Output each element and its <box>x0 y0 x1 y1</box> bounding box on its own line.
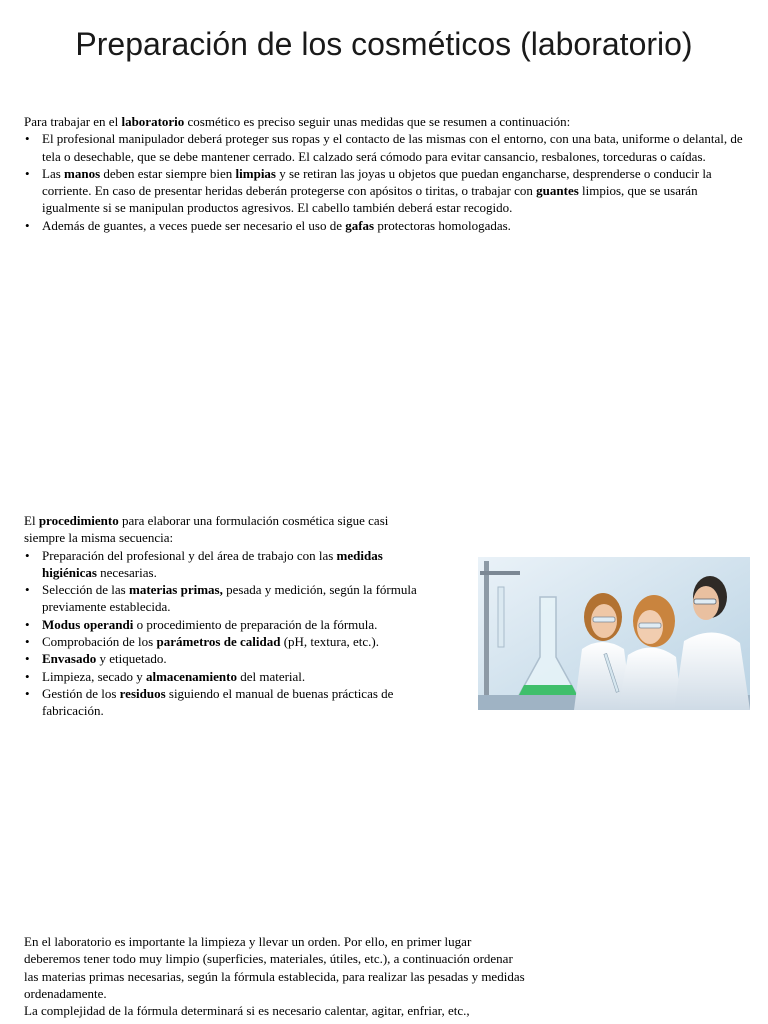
body-text: del material. <box>236 668 306 684</box>
list-item <box>24 685 424 720</box>
list-item <box>24 650 424 667</box>
emphasis-text: laboratorio <box>121 114 185 129</box>
body-text: Preparación del profesional y del área de trabajo con las <box>42 547 337 563</box>
cleaning-paragraph: La complejidad de la fórmula determinará si es necesario calentar, agitar, enfriar, etc., <box>24 1003 470 1019</box>
list-item <box>24 217 750 234</box>
cleaning-section <box>24 933 529 1019</box>
body-text: limpios, que se usarán igualmente si se manipulan productos agresivos. El cabello también deberá estar recogido. <box>42 183 698 216</box>
lab-intro <box>24 113 750 130</box>
emphasis-text: limpias <box>235 165 276 181</box>
body-text: Selección de las <box>42 582 129 598</box>
list-item <box>24 581 424 616</box>
body-text: (pH, textura, etc.). <box>280 634 379 650</box>
body-text: deben estar siempre bien <box>100 165 236 181</box>
emphasis-text: gafas <box>345 217 375 233</box>
emphasis-text: guantes <box>536 183 579 199</box>
body-text: o procedimiento de preparación de la fórmula. <box>133 616 378 632</box>
laboratory-scientists-photo <box>478 557 750 710</box>
emphasis-text: materias primas, <box>129 582 223 598</box>
list-item <box>24 165 750 217</box>
list-item <box>24 668 424 685</box>
page-title: Preparación de los cosméticos (laboratorio) <box>75 26 693 62</box>
body-text: cosmético es preciso seguir unas medidas que se resumen a continuación: <box>184 114 571 129</box>
body-text: protectoras homologadas. <box>374 217 511 233</box>
emphasis-text: residuos <box>119 685 166 701</box>
emphasis-text: Envasado <box>42 651 97 667</box>
procedure-intro <box>24 512 424 547</box>
lab-measures-list <box>24 130 750 234</box>
lab-measures-section <box>24 113 750 234</box>
procedure-list <box>24 547 424 720</box>
body-text: El <box>24 513 39 528</box>
list-item <box>24 130 750 165</box>
body-text: y se retiran las joyas u objetos que puedan engancharse, desprenderse o conducir la corriente. En caso de presentar heridas deberán protegerse con apósitos o tiritas, o trabajar con <box>42 165 712 199</box>
body-text: para elaborar una formulación cosmética sigue casi siempre la misma secuencia: <box>24 513 389 546</box>
list-item <box>24 616 424 633</box>
emphasis-text: manos <box>64 165 101 181</box>
body-text: necesarias. <box>96 564 157 580</box>
body-text: El profesional manipulador deberá proteger sus ropas y el contacto de las mismas con el entorno, con una bata, uniforme o delantal, de tela o desechable, que se debe mantener cerrado. El calzado será cómodo para evitar cansancio, resbalones, torceduras o caídas. <box>42 131 743 164</box>
body-text: Además de guantes, a veces puede ser necesario el uso de <box>42 217 346 233</box>
body-text: Gestión de los <box>42 685 120 701</box>
emphasis-text: medidas higiénicas <box>42 547 383 580</box>
body-text: Limpieza, secado y <box>42 668 146 684</box>
body-text: Para trabajar en el <box>24 114 122 129</box>
emphasis-text: almacenamiento <box>145 668 237 684</box>
body-text: siguiendo el manual de buenas prácticas de fabricación. <box>42 685 394 719</box>
cleaning-paragraph: En el laboratorio es importante la limpieza y llevar un orden. Por ello, en primer lugar deberemos tener todo muy limpio (superficies, materiales, útiles, etc.), a continuación ordenar las materias primas necesarias, según la fórmula establecida, para realizar las pesadas y medidas ordenadamente. <box>24 934 525 1001</box>
body-text: pesada y medición, según la fórmula previamente establecida. <box>42 582 417 615</box>
list-item <box>24 547 424 582</box>
list-item <box>24 633 424 650</box>
emphasis-text: parámetros de calidad <box>156 634 281 650</box>
body-text: y etiquetado. <box>96 651 167 667</box>
emphasis-text: procedimiento <box>38 513 119 528</box>
emphasis-text: Modus operandi <box>42 616 134 632</box>
body-text: Comprobación de los <box>42 634 157 650</box>
body-text: Las <box>42 165 65 181</box>
procedure-section <box>24 512 424 720</box>
